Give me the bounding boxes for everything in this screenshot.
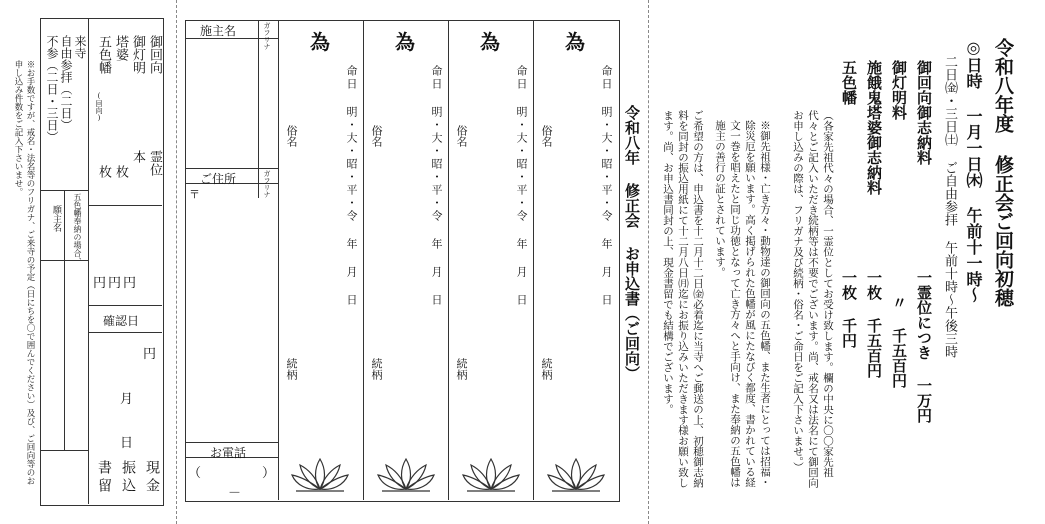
zokumyo-label: 俗名 bbox=[285, 125, 298, 147]
payment-transfer: 振込 bbox=[120, 460, 136, 496]
meinichi-line: 命日 明・大・昭・平・令 年 月 日 bbox=[345, 65, 358, 307]
fee-price-0: 一霊位につき 一万円 bbox=[915, 270, 933, 423]
meinichi-line: 命日 明・大・昭・平・令 年 月 日 bbox=[430, 65, 443, 307]
ganshu-label: 願主名 bbox=[51, 205, 61, 232]
fee-price-2: 一枚 千五百円 bbox=[865, 270, 883, 378]
payment-registered: 書留 bbox=[96, 460, 112, 496]
visit-option-1: 自由参拝（二日） bbox=[59, 35, 73, 131]
meinichi-line: 命日 明・大・昭・平・令 年 月 日 bbox=[600, 65, 613, 307]
meinichi-line: 命日 明・大・昭・平・令 年 月 日 bbox=[515, 65, 528, 307]
phone-label: お電話 bbox=[210, 446, 247, 460]
postal-mark: 〒 bbox=[189, 188, 200, 201]
furigana-label-1: ガフリナ bbox=[263, 22, 271, 50]
zokugara-label: 続柄 bbox=[370, 358, 383, 380]
notice-free-visit: 二日㈮・三日㈯ ご自由参拝 午前十時〜午後三時 bbox=[942, 55, 957, 358]
yen-1: 円 bbox=[108, 276, 122, 291]
lotus-icon bbox=[290, 455, 350, 493]
date-char-0: 円 bbox=[143, 347, 157, 362]
zokumyo-label: 俗名 bbox=[540, 125, 553, 147]
fee-name-1: 御灯明料 bbox=[890, 60, 908, 120]
yen-0: 円 bbox=[93, 276, 107, 291]
visit-option-2: 不参（二日・三日） bbox=[45, 35, 59, 143]
zokugara-label: 続柄 bbox=[285, 358, 298, 380]
office-unit-3: 枚 bbox=[96, 165, 111, 178]
lotus-icon bbox=[376, 455, 436, 493]
fee-name-3: 五色幡 bbox=[840, 60, 858, 105]
notice-datetime: ◎日時 一月一日㈭ 午前十一時〜 bbox=[964, 38, 983, 303]
zokugara-label: 続柄 bbox=[455, 358, 468, 380]
visit-option-0: 来寺 bbox=[73, 35, 87, 59]
office-item-2: 塔婆 bbox=[113, 35, 128, 61]
office-bottom-note: ※お手数ですが、戒名・法名等のフリガナ、ご来寺の予定（日にちを〇で囲んでください）及び、ご回向等のお申し込み件数をご記入下さいませ。 bbox=[13, 60, 35, 485]
gosiki-note: 五色幡奉納の場合、 bbox=[73, 193, 82, 265]
column-header: 為 bbox=[480, 30, 500, 54]
date-char-2: 日 bbox=[120, 436, 134, 451]
cut-line-left bbox=[176, 0, 177, 524]
office-unit-2: 枚 bbox=[113, 165, 128, 178]
notice-title: 令和八年度 修正会ご回向初穂 bbox=[992, 38, 1014, 307]
lotus-icon bbox=[461, 455, 521, 493]
office-small-note: (回向) bbox=[95, 92, 103, 122]
fee-name-0: 御回向御志納料 bbox=[915, 60, 933, 165]
column-header: 為 bbox=[310, 30, 330, 54]
yen-2: 円 bbox=[123, 276, 137, 291]
column-header: 為 bbox=[395, 30, 415, 54]
zokugara-label: 続柄 bbox=[540, 358, 553, 380]
fee-price-3: 一枚 千円 bbox=[840, 270, 858, 348]
form-title: 令和八年 修正会 お申込書（ご回向） bbox=[623, 105, 641, 381]
furigana-label-2: ガフリナ bbox=[263, 170, 271, 198]
confirm-date-label: 確認日 bbox=[103, 314, 140, 328]
phone-close: ） bbox=[262, 466, 276, 481]
phone-dash: － bbox=[228, 486, 242, 501]
zokumyo-label: 俗名 bbox=[370, 125, 383, 147]
zokumyo-label: 俗名 bbox=[455, 125, 468, 147]
fee-price-1: 〃 千五百円 bbox=[890, 295, 908, 388]
fee-name-2: 施餓鬼塔婆御志納料 bbox=[865, 60, 883, 195]
application-form bbox=[185, 20, 620, 502]
office-item-1: 御灯明 bbox=[130, 35, 145, 74]
phone-open: （ bbox=[188, 466, 202, 481]
office-unit-0: 霊位 bbox=[147, 150, 162, 176]
notice-note-3: ご希望の方は、申込書を十二月十二日㈮必着迄に当寺へご郵送の上、初穂御志納料を同封の振込用紙にて十二月八日㈪迄にお振り込みいただきます様お願い致します。尚、お申込書同封の上、現金書留でも結構でございます。 bbox=[662, 110, 704, 488]
notice-note-1: （各家先祖代々の場合、一霊位としてお受け致します。欄の中央に〇〇家先祖代々とご記入いただき続柄等は不要でございます。尚、戒名又は法名にて御回向お申し込みの際は、フリガナ及び続柄・俗名・ご命日をご記入下さいませ。） bbox=[792, 110, 834, 488]
cut-line-right bbox=[648, 0, 649, 524]
column-header: 為 bbox=[565, 30, 585, 54]
sesshu-label: 施主名 bbox=[200, 24, 237, 38]
office-unit-1: 本 bbox=[130, 150, 145, 163]
date-char-1: 月 bbox=[120, 392, 134, 407]
office-item-3: 五色幡 bbox=[96, 35, 111, 74]
office-item-0: 御回向 bbox=[147, 35, 162, 74]
notice-note-2: ※御先祖様・亡き方々・動物達の御回向の五色幡、また生者にとっては招福・除災厄を願います。高く掲げられた色幡が風にたなびく都度、書かれている経文一巻を唱えたと同じ功徳となって亡き方々へと手向け、また奉納の五色幡は施主の善行の証とされています。 bbox=[714, 120, 771, 488]
payment-cash: 現金 bbox=[144, 460, 160, 496]
address-label: ご住所 bbox=[200, 172, 237, 186]
lotus-icon bbox=[546, 455, 606, 493]
